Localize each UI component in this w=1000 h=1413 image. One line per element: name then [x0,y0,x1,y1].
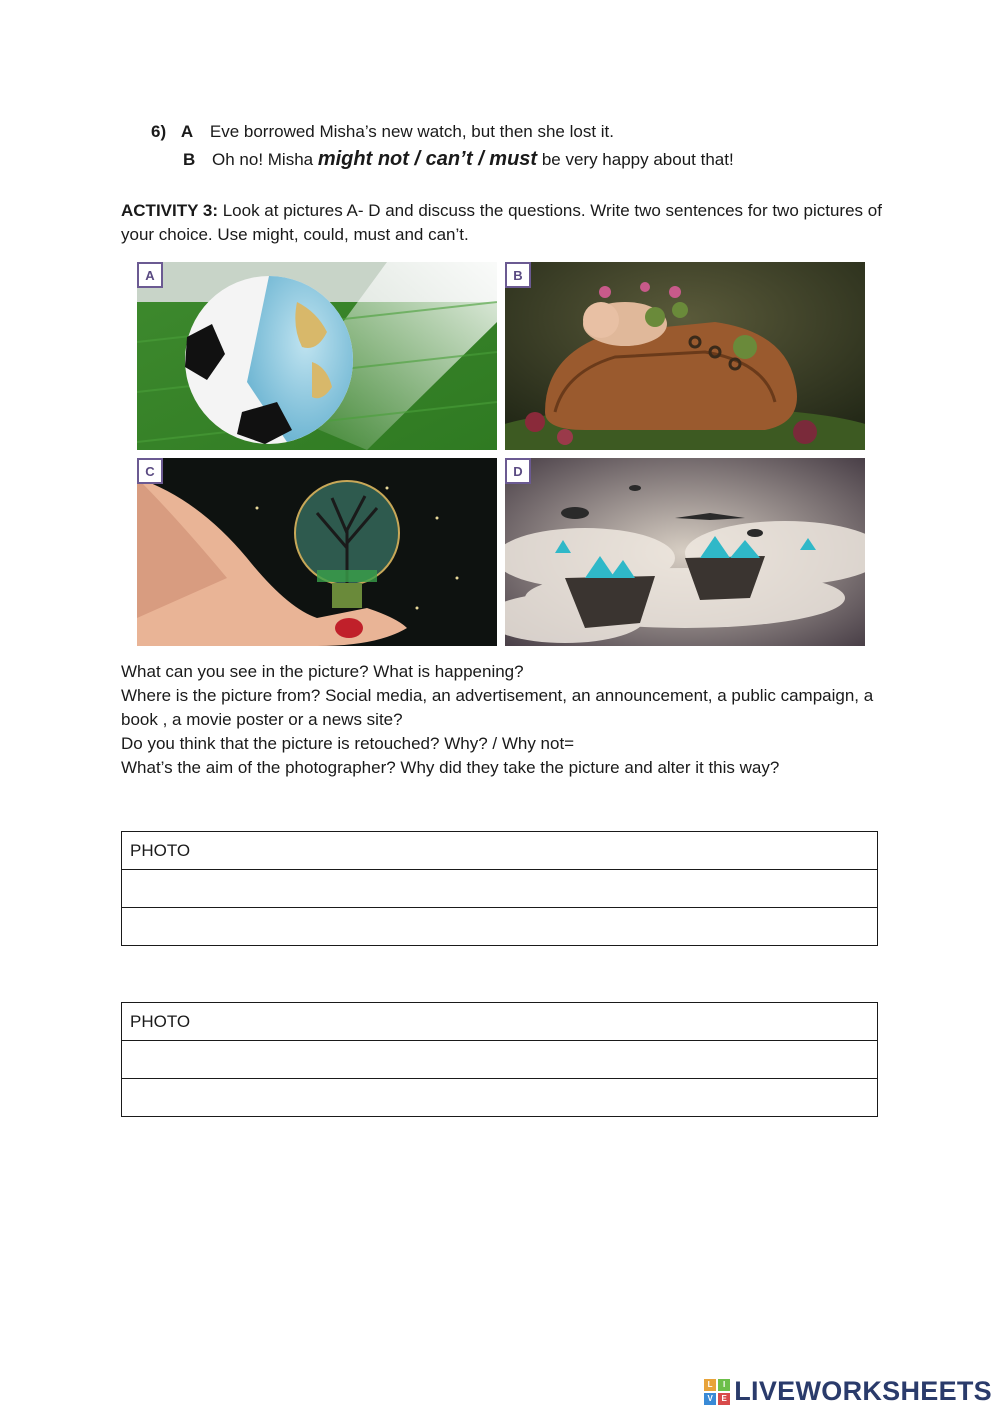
picture-d [505,458,865,646]
liveworksheets-logo [704,1376,992,1407]
modal-choices[interactable]: might not / can’t / must [317,148,538,170]
answer-line[interactable] [122,1041,878,1079]
exercise-6-line-a [151,121,614,143]
picture-b [505,262,865,450]
logo-tile: L [704,1379,716,1391]
picture-label-c: C [137,458,163,484]
logo-tile: I [718,1379,730,1391]
photo-header[interactable]: PHOTO [122,832,878,870]
exercise-number: 6) [151,122,167,141]
question-2: Where is the picture from? Social media, an advertisement, an announcement, a public campaign, a book , a movie poster or a news site? [121,686,874,729]
picture-a [137,262,497,450]
exercise-6-line-b [183,148,734,171]
activity-text: Look at pictures A- D and discuss the questions. Write two sentences for two pictures of your choice. Use might, could, must and can’t. [121,201,882,244]
baby-in-shoe-icon [505,262,865,450]
answer-line[interactable] [122,1079,878,1117]
speaker-a: A [180,122,194,141]
question-4: What’s the aim of the photographer? Why did they take the picture and alter it this way? [121,758,780,777]
picture-label-d: D [505,458,531,484]
answer-line[interactable] [122,870,878,908]
question-3: Do you think that the picture is retouched? Why? / Why not= [121,734,575,753]
globe-football-icon [137,262,497,450]
picture-label-b: B [505,262,531,288]
logo-tile: E [718,1393,730,1405]
answer-line[interactable] [122,908,878,946]
logo-tile: V [704,1393,716,1405]
logo-mark-icon [704,1379,730,1405]
speaker-b: B [183,150,196,169]
line-b-after: be very happy about that! [537,150,734,169]
answer-table-1 [121,831,878,946]
activity-heading: ACTIVITY 3: [121,201,218,220]
line-a-text: Eve borrowed Misha’s new watch, but then she lost it. [209,122,614,141]
brand-name: LIVEWORKSHEETS [734,1376,992,1406]
question-1: What can you see in the picture? What is happening? [121,662,524,681]
picture-label-a: A [137,262,163,288]
line-b-before: Oh no! Misha [212,150,318,169]
tree-in-lightbulb-icon [137,458,497,646]
photo-header[interactable]: PHOTO [122,1003,878,1041]
answer-table-2 [121,1002,878,1117]
activity-instructions [121,199,891,247]
picture-c [137,458,497,646]
floating-islands-icon [505,458,865,646]
